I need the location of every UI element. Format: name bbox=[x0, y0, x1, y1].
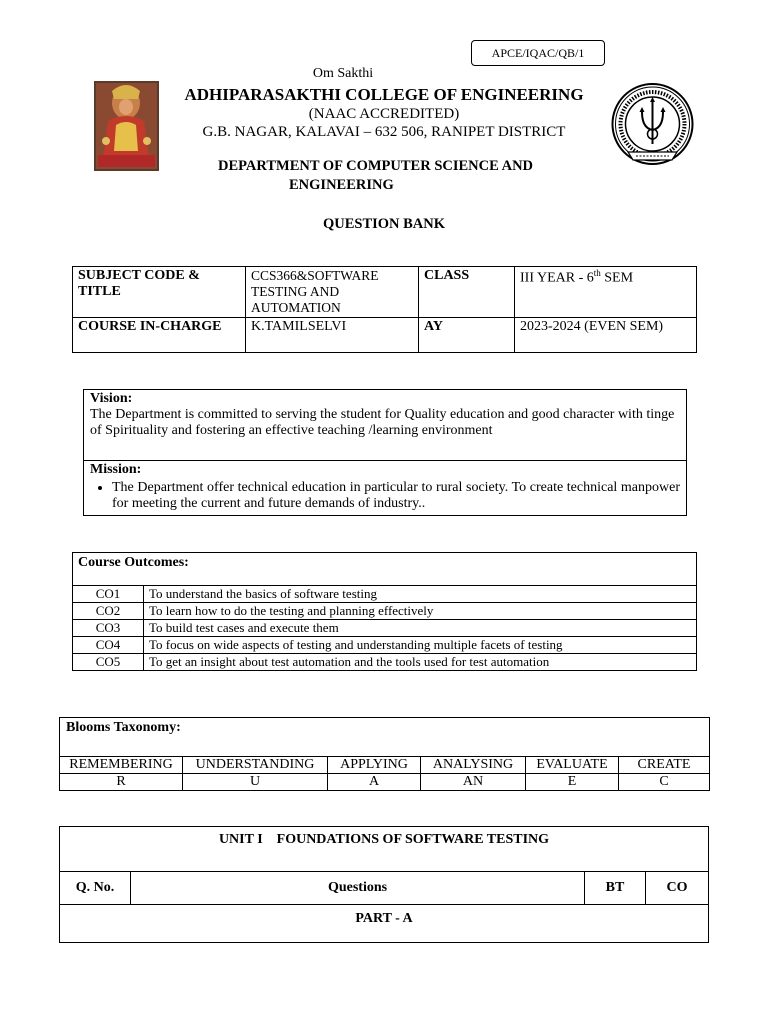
table-row bbox=[73, 586, 697, 603]
department-line2: ENGINEERING bbox=[289, 177, 394, 193]
incharge-value: K.TAMILSELVI bbox=[246, 318, 419, 353]
table-row bbox=[73, 637, 697, 654]
co-text: To understand the basics of software testing bbox=[144, 586, 697, 603]
accreditation: (NAAC ACCREDITED) bbox=[308, 106, 460, 122]
course-outcomes-heading: Course Outcomes: bbox=[73, 553, 697, 586]
table-row bbox=[60, 757, 710, 774]
department-line1: DEPARTMENT OF COMPUTER SCIENCE AND bbox=[218, 158, 534, 174]
blooms-level: REMEMBERING bbox=[60, 757, 183, 774]
unit-title: UNIT I FOUNDATIONS OF SOFTWARE TESTING bbox=[60, 827, 709, 872]
table-row bbox=[73, 654, 697, 671]
incharge-label: COURSE IN-CHARGE bbox=[73, 318, 246, 353]
ay-value: 2023-2024 (EVEN SEM) bbox=[515, 318, 697, 353]
co-text: To get an insight about test automation and the tools used for test automation bbox=[144, 654, 697, 671]
course-outcomes-table bbox=[72, 552, 697, 671]
subject-label: SUBJECT CODE & TITLE bbox=[73, 267, 246, 318]
blooms-code: C bbox=[619, 774, 710, 791]
vision-heading: Vision: bbox=[90, 391, 133, 406]
blooms-code: E bbox=[526, 774, 619, 791]
blooms-table bbox=[59, 717, 710, 791]
co-text: To focus on wide aspects of testing and understanding multiple facets of testing bbox=[144, 637, 697, 654]
co-text: To learn how to do the testing and planning effectively bbox=[144, 603, 697, 620]
blooms-code: U bbox=[183, 774, 328, 791]
mission-text: • The Department offer technical education in particular to rural society. To create technical manpower for meeting the current and future demands of industry.. bbox=[112, 480, 680, 512]
vision-mission-box bbox=[83, 389, 687, 516]
blooms-heading: Blooms Taxonomy: bbox=[60, 718, 710, 757]
co-text: To build test cases and execute them bbox=[144, 620, 697, 637]
col-qno: Q. No. bbox=[60, 872, 131, 905]
col-questions: Questions bbox=[131, 872, 585, 905]
vision-text: The Department is committed to serving the student for Quality education and good character with tinge of Spirituality and fostering an effective teaching /learning environment bbox=[90, 407, 675, 438]
co-code: CO3 bbox=[73, 620, 144, 637]
address: G.B. NAGAR, KALAVAI – 632 506, RANIPET DISTRICT bbox=[202, 124, 566, 140]
document-id: APCE/IQAC/QB/1 bbox=[471, 40, 605, 66]
subject-table bbox=[72, 266, 697, 353]
blooms-level: APPLYING bbox=[328, 757, 421, 774]
col-co: CO bbox=[646, 872, 709, 905]
document-title: QUESTION BANK bbox=[322, 216, 446, 232]
blooms-level: CREATE bbox=[619, 757, 710, 774]
mission-section bbox=[84, 460, 686, 515]
class-value-text: III YEAR - 6 bbox=[520, 270, 594, 286]
college-name-text: ADHIPARASAKTHI COLLEGE OF ENGINEERING bbox=[184, 85, 584, 104]
co-code: CO5 bbox=[73, 654, 144, 671]
mission-heading: Mission: bbox=[90, 462, 142, 477]
mission-list bbox=[90, 480, 680, 512]
part-a-heading: PART - A bbox=[60, 905, 709, 943]
blooms-level: UNDERSTANDING bbox=[183, 757, 328, 774]
class-value bbox=[515, 267, 697, 318]
college-emblem bbox=[610, 82, 695, 167]
subject-value: CCS366&SOFTWARE TESTING AND AUTOMATION bbox=[246, 267, 419, 318]
col-bt: BT bbox=[585, 872, 646, 905]
blooms-code: AN bbox=[421, 774, 526, 791]
ay-label: AY bbox=[419, 318, 515, 353]
table-row bbox=[73, 620, 697, 637]
class-label: CLASS bbox=[419, 267, 515, 318]
table-header-row bbox=[60, 872, 709, 905]
table-row bbox=[60, 774, 710, 791]
class-value-suffix: SEM bbox=[600, 270, 634, 286]
blooms-level: EVALUATE bbox=[526, 757, 619, 774]
vision-section bbox=[84, 390, 686, 460]
blooms-code: R bbox=[60, 774, 183, 791]
co-code: CO2 bbox=[73, 603, 144, 620]
om-sakthi: Om Sakthi bbox=[312, 66, 374, 81]
co-code: CO1 bbox=[73, 586, 144, 603]
co-code: CO4 bbox=[73, 637, 144, 654]
unit-table bbox=[59, 826, 709, 943]
blooms-level: ANALYSING bbox=[421, 757, 526, 774]
class-value-sup: th bbox=[593, 268, 601, 278]
blooms-code: A bbox=[328, 774, 421, 791]
table-row bbox=[73, 603, 697, 620]
